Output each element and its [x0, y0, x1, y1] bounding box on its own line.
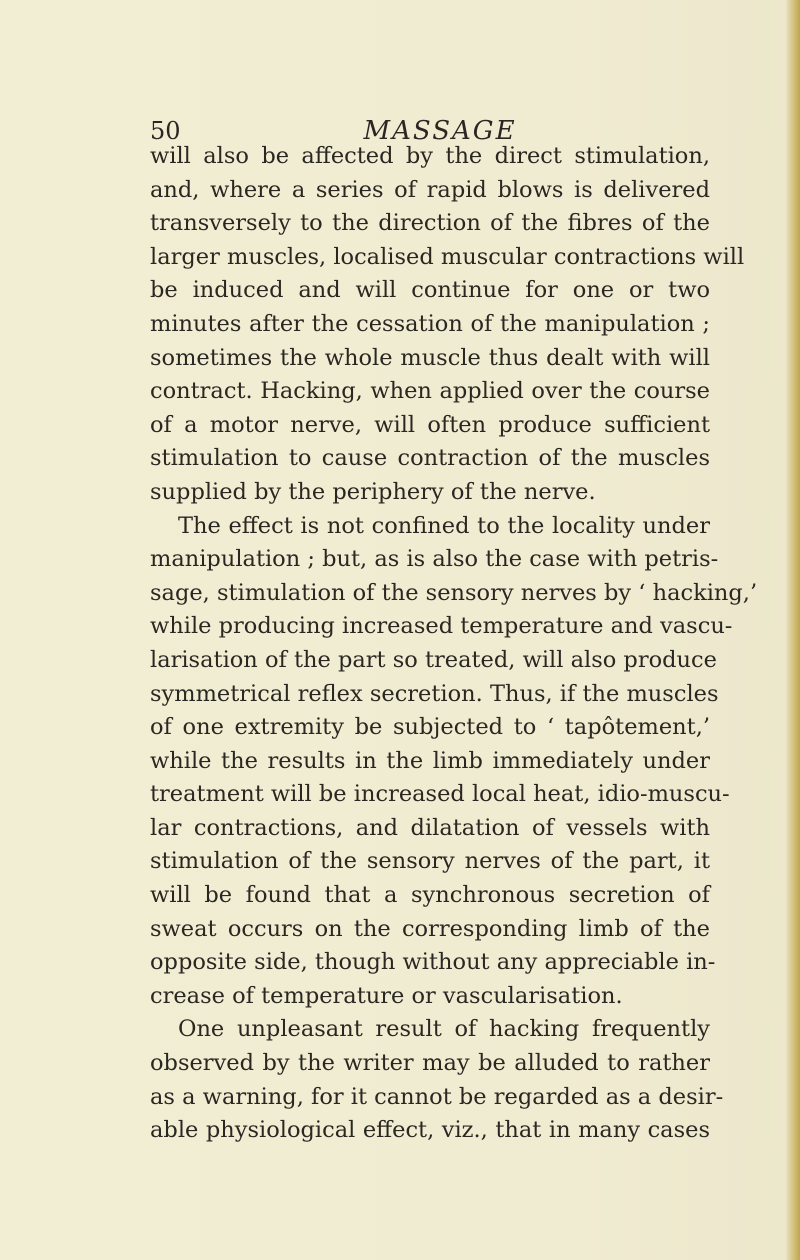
text-line: stimulation of the sensory nerves of the part, it — [150, 848, 710, 875]
running-head: MASSAGE — [363, 116, 517, 146]
text-line: sage, stimulation of the sensory nerves by ‘ hacking,’ — [150, 579, 758, 606]
text-line: minutes after the cessation of the manipulation ; — [150, 310, 710, 337]
text-line: manipulation ; but, as is also the case with petris- — [150, 546, 719, 573]
body-text — [150, 140, 758, 1148]
paragraph-start-line: The effect is not confined to the locality under — [178, 512, 710, 539]
text-line: observed by the writer may be alluded to rather — [150, 1050, 710, 1077]
page-edge — [786, 0, 800, 1260]
text-line: treatment will be increased local heat, idio-muscu- — [150, 781, 730, 808]
text-line: crease of temperature or vascularisation. — [150, 982, 623, 1009]
text-line: while the results in the limb immediately under — [150, 747, 710, 774]
paragraph-start-line: One unpleasant result of hacking frequently — [178, 1016, 710, 1043]
text-line: contract. Hacking, when applied over the course — [150, 378, 710, 405]
text-line: sweat occurs on the corresponding limb of the — [150, 915, 710, 942]
text-line: larisation of the part so treated, will also produce — [150, 646, 717, 673]
text-line: symmetrical reflex secretion. Thus, if the muscles — [150, 680, 719, 707]
text-line: of a motor nerve, will often produce sufficient — [150, 411, 710, 438]
text-line: be induced and will continue for one or two — [150, 277, 710, 304]
text-line: stimulation to cause contraction of the muscles — [150, 445, 710, 472]
text-line: larger muscles, localised muscular contractions will — [150, 243, 745, 270]
text-line: transversely to the direction of the fibres of the — [150, 210, 710, 237]
text-line: supplied by the periphery of the nerve. — [150, 478, 596, 505]
text-line: will be found that a synchronous secretion of — [150, 882, 710, 909]
text-line: opposite side, though without any appreciable in- — [150, 949, 716, 976]
page-number: 50 — [150, 117, 181, 145]
text-line: lar contractions, and dilatation of vessels with — [150, 814, 710, 841]
text-line: while producing increased temperature and vascu- — [150, 613, 733, 640]
text-line: able physiological effect, viz., that in many cases — [150, 1117, 710, 1144]
text-line: and, where a series of rapid blows is delivered — [150, 176, 710, 203]
text-line: sometimes the whole muscle thus dealt with will — [150, 344, 710, 371]
text-line: of one extremity be subjected to ‘ tapôtement,’ — [150, 714, 710, 741]
text-line: will also be affected by the direct stimulation, — [150, 143, 710, 169]
text-line: as a warning, for it cannot be regarded as a desir- — [150, 1083, 724, 1110]
